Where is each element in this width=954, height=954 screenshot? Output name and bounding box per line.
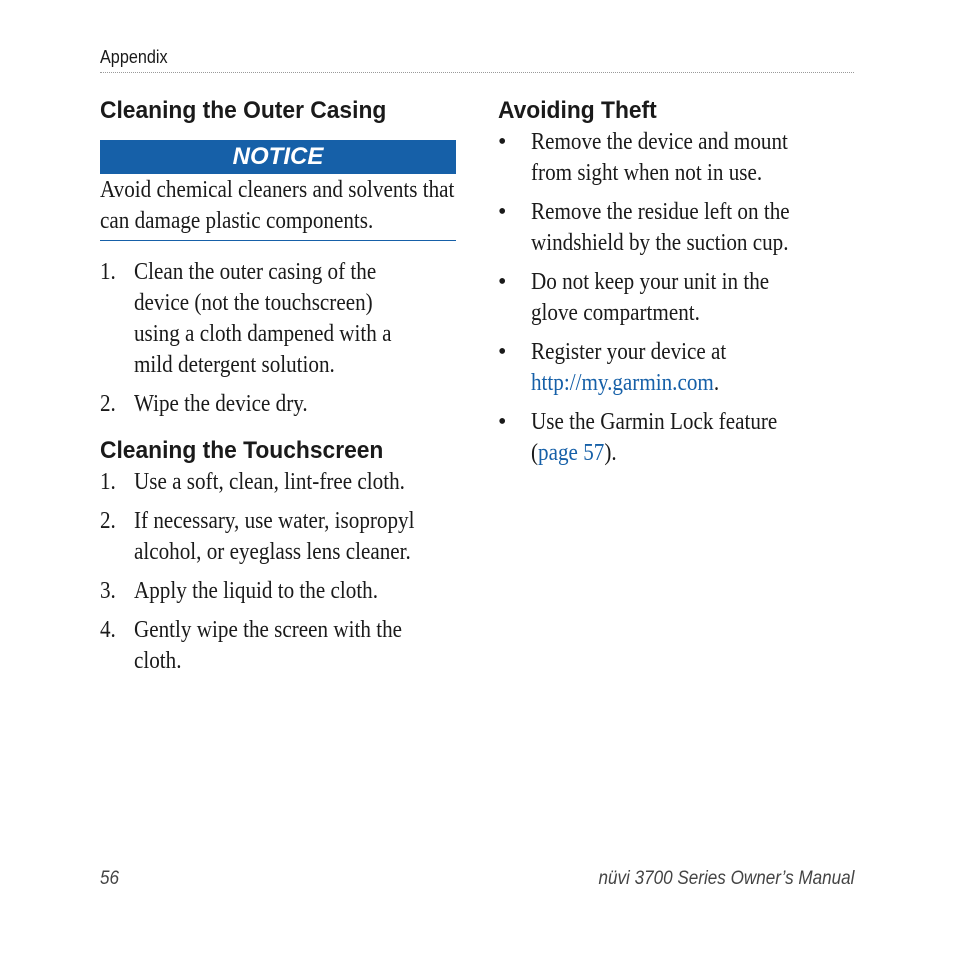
step-number: 4. xyxy=(100,617,116,643)
bullet-text-after: . xyxy=(713,370,720,396)
step-text: Clean the outer casing of the device (not the touchscreen) using a cloth dampened with a mild detergent solution. xyxy=(134,259,392,378)
bullet-marker: • xyxy=(498,409,507,435)
step-number: 1. xyxy=(100,469,116,495)
list-item xyxy=(100,467,456,498)
step-text: If necessary, use water, isopropyl alcohol, or eyeglass lens cleaner. xyxy=(134,508,415,565)
list-item xyxy=(100,615,456,677)
list-item xyxy=(100,506,456,568)
bullet-text-after: ). xyxy=(604,440,617,466)
list-item xyxy=(498,337,854,399)
bullet-text xyxy=(531,337,815,399)
notice-text: Avoid chemical cleaners and solvents that can damage plastic components. xyxy=(100,177,455,234)
list-item xyxy=(498,197,854,259)
heading-cleaning-touchscreen: Cleaning the Touchscreen xyxy=(100,437,384,464)
notice-rule xyxy=(100,240,456,241)
bullet-text xyxy=(531,407,815,469)
garmin-registration-link[interactable]: http://my.garmin.com xyxy=(531,370,714,396)
list-item xyxy=(100,389,456,420)
bullet-text: Do not keep your unit in the glove compartment. xyxy=(531,269,770,326)
page-number: 56 xyxy=(100,868,120,889)
step-text: Apply the liquid to the cloth. xyxy=(134,578,379,604)
running-header: Appendix xyxy=(100,47,168,67)
bullet-marker: • xyxy=(498,199,507,225)
heading-cleaning-outer-casing: Cleaning the Outer Casing xyxy=(100,97,387,124)
step-number: 2. xyxy=(100,508,116,534)
list-item xyxy=(498,127,854,189)
bullet-marker: • xyxy=(498,339,507,365)
bullet-text-before: Use the Garmin Lock feature ( xyxy=(531,409,778,466)
notice-banner: NOTICE xyxy=(100,140,456,174)
manual-title: nüvi 3700 Series Owner’s Manual xyxy=(597,868,854,889)
step-text: Wipe the device dry. xyxy=(134,391,308,417)
bullet-text: Remove the device and mount from sight when not in use. xyxy=(531,129,788,186)
bullet-text: Remove the residue left on the windshield by the suction cup. xyxy=(531,199,790,256)
right-column xyxy=(498,95,854,469)
bullet-marker: • xyxy=(498,269,507,295)
theft-bullets xyxy=(498,127,854,469)
list-item xyxy=(100,257,456,381)
list-item xyxy=(498,407,854,469)
step-number: 3. xyxy=(100,578,116,604)
step-number: 2. xyxy=(100,391,116,417)
bullet-text-before: Register your device at xyxy=(531,339,727,365)
step-text: Gently wipe the screen with the cloth. xyxy=(134,617,403,674)
step-text: Use a soft, clean, lint-free cloth. xyxy=(134,469,405,495)
list-item xyxy=(498,267,854,329)
outer-casing-steps xyxy=(100,257,456,420)
touchscreen-steps xyxy=(100,467,456,677)
bullet-marker: • xyxy=(498,129,507,155)
header-rule xyxy=(100,72,854,73)
step-number: 1. xyxy=(100,259,116,285)
page-57-link[interactable]: page 57 xyxy=(538,440,605,466)
left-column xyxy=(100,95,456,677)
heading-avoiding-theft: Avoiding Theft xyxy=(498,97,657,124)
list-item xyxy=(100,576,456,607)
